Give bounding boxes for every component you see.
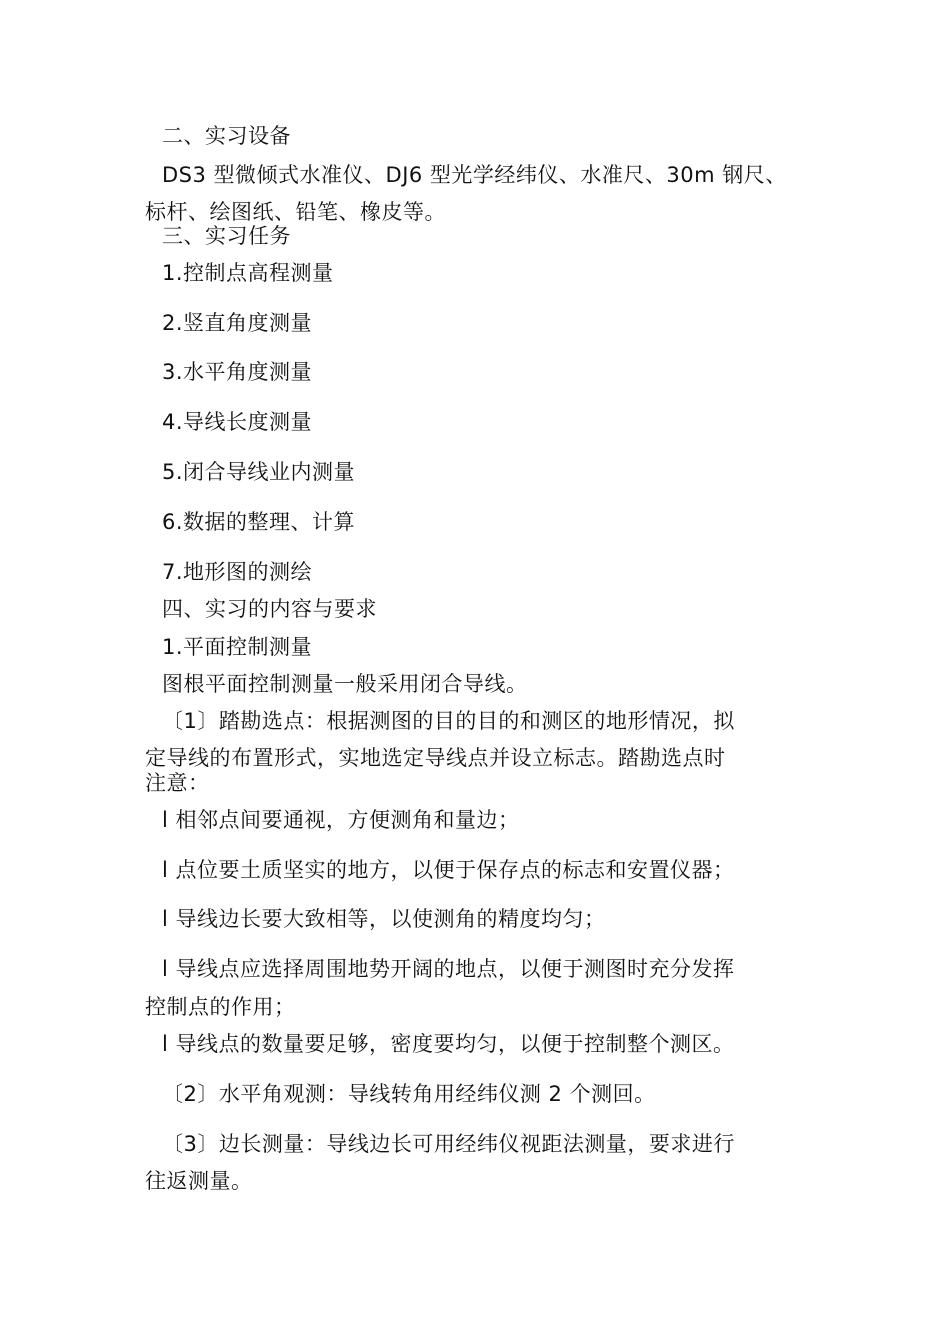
bullet-item: l 导线点应选择周围地势开阔的地点，以便于测图时充分发挥 xyxy=(162,957,735,981)
task-item: 3.水平角度测量 xyxy=(162,360,313,384)
section-heading-tasks: 三、实习任务 xyxy=(162,224,291,248)
bullet-item: l 导线边长要大致相等，以使测角的精度均匀； xyxy=(162,907,606,931)
section-heading-equipment: 二、实习设备 xyxy=(162,124,291,148)
task-item: 5.闭合导线业内测量 xyxy=(162,460,356,484)
bullet-item: l 点位要土质坚实的地方，以便于保存点的标志和安置仪器； xyxy=(162,858,735,882)
task-item: 2.竖直角度测量 xyxy=(162,311,313,335)
step2-text: 〔2〕水平角观测：导线转角用经纬仪测 2 个测回。 xyxy=(162,1082,656,1106)
bullet-item: l 相邻点间要通视，方便测角和量边； xyxy=(162,808,520,832)
step1-text-line-2: 定导线的布置形式，实地选定导线点并设立标志。踏勘选点时 xyxy=(145,746,726,770)
step1-text-line-1: 〔1〕踏勘选点：根据测图的目的目的和测区的地形情况，拟 xyxy=(162,709,735,733)
bullet-item-continued: 控制点的作用； xyxy=(145,995,296,1019)
task-item: 7.地形图的测绘 xyxy=(162,560,313,584)
paragraph-intro: 图根平面控制测量一般采用闭合导线。 xyxy=(162,672,528,696)
section-heading-content-requirements: 四、实习的内容与要求 xyxy=(162,597,377,621)
bullet-item: l 导线点的数量要足够，密度要均匀，以便于控制整个测区。 xyxy=(162,1032,735,1056)
task-item: 4.导线长度测量 xyxy=(162,410,313,434)
equipment-text-line-1: DS3 型微倾式水准仪、DJ6 型光学经纬仪、水准尺、30m 钢尺、 xyxy=(162,163,787,187)
step3-text-line-1: 〔3〕边长测量：导线边长可用经纬仪视距法测量，要求进行 xyxy=(162,1132,735,1156)
step3-text-line-2: 往返测量。 xyxy=(145,1169,253,1193)
task-item: 1.控制点高程测量 xyxy=(162,261,334,285)
task-item: 6.数据的整理、计算 xyxy=(162,510,356,534)
subsection-heading-plane-control: 1.平面控制测量 xyxy=(162,635,313,659)
step1-text-line-3: 注意： xyxy=(145,771,210,795)
equipment-text-line-2: 标杆、绘图纸、铅笔、橡皮等。 xyxy=(145,200,446,224)
